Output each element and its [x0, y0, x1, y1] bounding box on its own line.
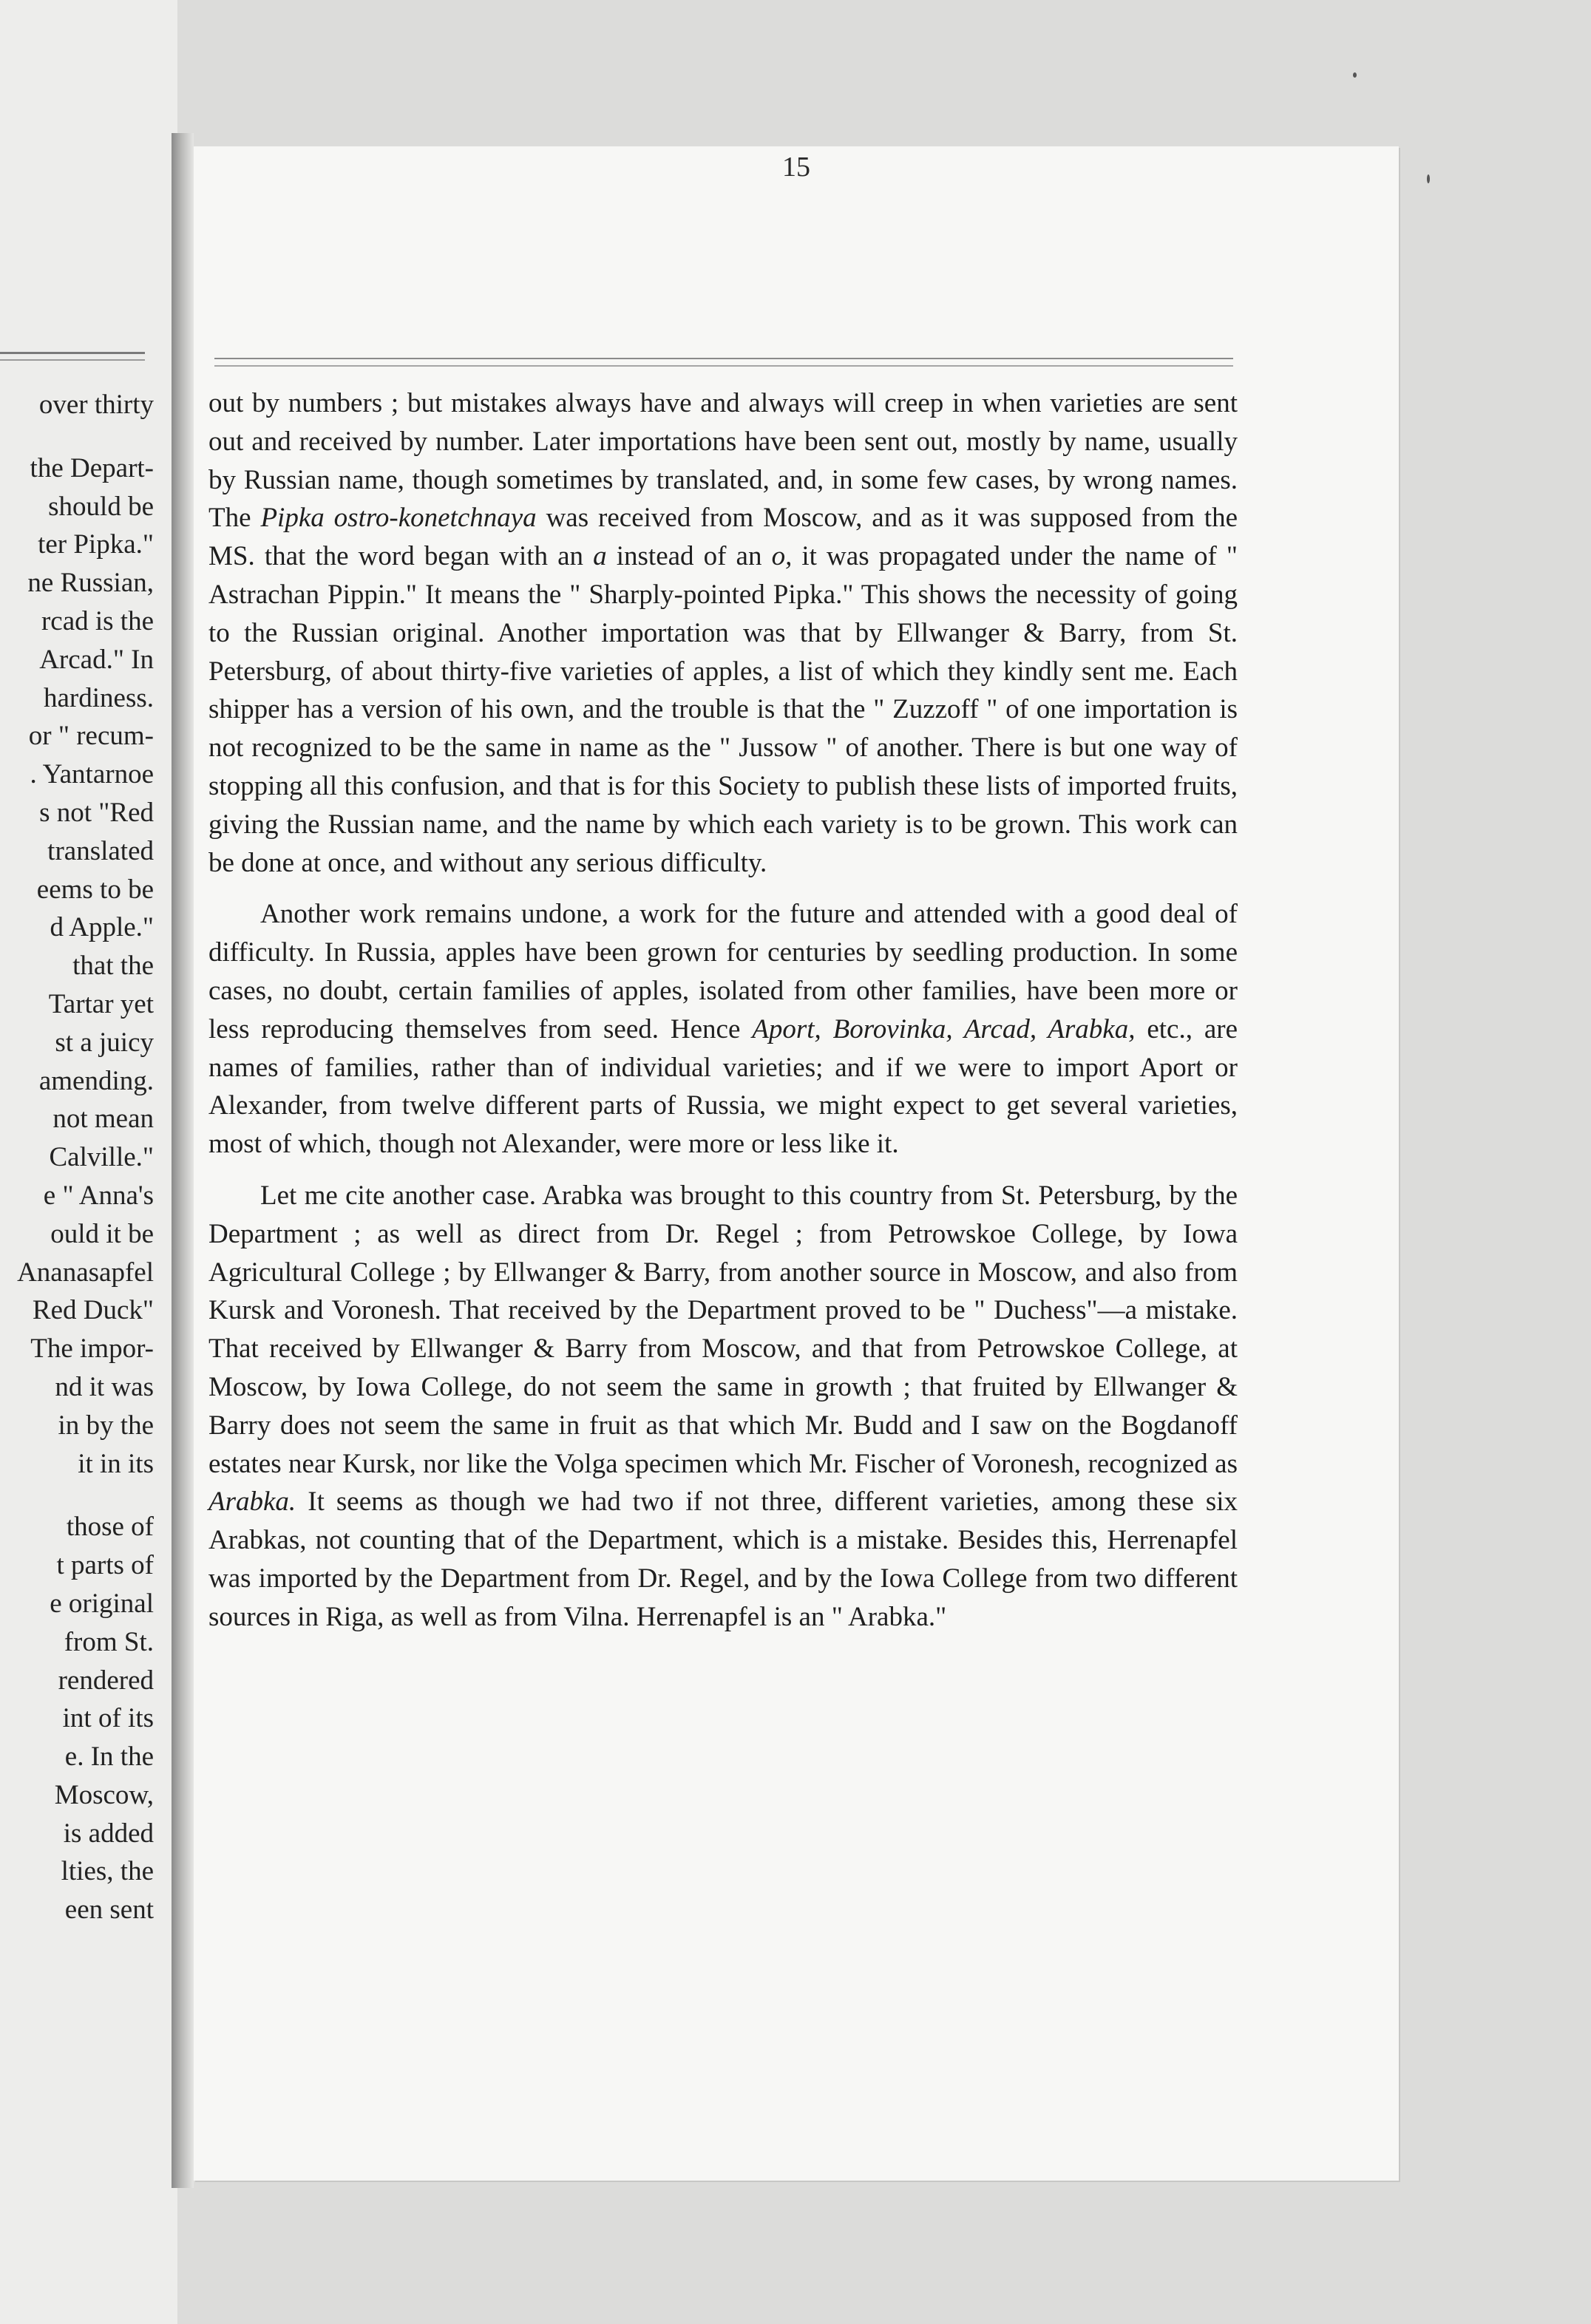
adjacent-page-line: e " Anna's [43, 1180, 154, 1211]
adjacent-page-line: lties, the [61, 1856, 154, 1887]
page-number: 15 [782, 152, 810, 183]
adjacent-page-line: is added [63, 1818, 154, 1849]
header-rule [214, 358, 1233, 359]
adjacent-page-line: nd it was [55, 1371, 154, 1402]
text-run: Let me cite another case. Arabka was brought to this country from St. Petersburg, by the Department ; as well as direct from Dr. Regel ; from Petrowskoe College, by Iowa Agricultural College ; by Ellwanger & Barry, from another source in Moscow, and also from Kursk and Voronesh. That received by the Department proved to be " Duchess"—a mistake. That received by Ellwanger & Barry from Moscow, and that from Petrowskoe College, at Moscow, by Iowa College, do not seem the same in growth ; that fruited by Ellwanger & Barry does not seem the same in fruit as that which Mr. Budd and I saw on the Bogdanoff estates near Kursk, nor like the Volga specimen which Mr. Fischer of Voronesh, recognized as [208, 1180, 1238, 1479]
italic-term: Pipka ostro-konetchnaya [260, 503, 537, 534]
paragraph-p1 [208, 384, 1238, 882]
text-run: instead of an [606, 541, 772, 572]
adjacent-page-line: Calville." [49, 1142, 154, 1173]
paragraph-p3 [208, 1177, 1238, 1637]
adjacent-page-line: eems to be [36, 874, 154, 905]
adjacent-page-line: Tartar yet [48, 988, 154, 1019]
body-text [208, 384, 1238, 1637]
adjacent-page-line: Moscow, [54, 1779, 154, 1810]
adjacent-page-gap [17, 424, 154, 449]
adjacent-page-line: ter Pipka." [38, 529, 154, 560]
adjacent-page-line: amending. [38, 1065, 154, 1096]
paragraph-p2 [208, 895, 1238, 1163]
adjacent-page-line: in by the [58, 1410, 154, 1441]
text-run: It seems as though we had two if not three, different varieties, among these six Arabkas, not counting that of the Department, which is a mistake. Besides this, Herrenapfel was imported by the Department from Dr. Regel, and by the Iowa College from two different sources in Riga, as well as from Vilna. Herrenapfel is an " Arabka." [208, 1487, 1238, 1632]
adjacent-page-line: Red Duck" [32, 1295, 154, 1326]
adjacent-page-line: hardiness. [44, 682, 154, 713]
adjacent-page-line: Ananasapfel [17, 1257, 154, 1288]
adjacent-page-line: or " recum- [28, 721, 154, 752]
italic-term: Aport, Borovinka, Arcad, Arabka, [752, 1013, 1136, 1044]
adjacent-page-line: translated [47, 835, 154, 866]
adjacent-page-line: t parts of [56, 1550, 154, 1581]
adjacent-page-line: e original [50, 1588, 154, 1619]
text-run: out by numbers ; but mistakes always have and always will creep in when varieties are sent out and received by number. Later importations have been sent out, mostly by name, usually by Russian name, though sometimes by translated, and, in some few cases, by wrong names. The [208, 388, 1238, 534]
header-rule-second [214, 365, 1233, 367]
text-run: was received from Moscow, and as it was supposed from the MS. that the word began with an [208, 503, 1238, 572]
adjacent-page-line: ne Russian, [27, 568, 154, 599]
adjacent-page-line: The impor- [30, 1333, 154, 1365]
adjacent-page-line: over thirty [38, 390, 154, 420]
italic-term: Arabka. [208, 1487, 296, 1518]
book-gutter [172, 133, 194, 2188]
adjacent-page-line: from St. [64, 1626, 154, 1657]
scan-speck [1353, 72, 1357, 78]
italic-term: o, [771, 541, 793, 572]
adjacent-page-line: the Depart- [30, 452, 154, 483]
adjacent-page-line: . Yantarnoe [30, 759, 154, 790]
adjacent-page-line: it in its [78, 1448, 154, 1479]
text-run: Another work remains undone, a work for the future and attended with a good deal of difficulty. In Russia, apples have been grown for centuries by seedling production. In some cases, no doubt, certain families of apples, isolated from other families, have been more or less reproducing themselves from seed. Hence [208, 899, 1238, 1044]
adjacent-page-fragment [0, 0, 177, 2324]
adjacent-page-line: ould it be [50, 1218, 154, 1249]
adjacent-page-line: not mean [52, 1104, 154, 1135]
adjacent-page-rule-second [0, 359, 145, 361]
adjacent-page-line: int of its [62, 1703, 154, 1734]
adjacent-page-line: e. In the [64, 1742, 154, 1773]
adjacent-page-text [17, 386, 154, 1929]
book-page [194, 146, 1399, 2181]
text-run: etc., are names of families, rather than of individual varieties; and if we were to import Aport or Alexander, from twelve different parts of Russia, we might expect to get several varieties, most of which, though not Alexander, were more or less like it. [208, 1013, 1238, 1160]
adjacent-page-line: rendered [58, 1665, 154, 1696]
adjacent-page-line: should be [48, 491, 154, 522]
adjacent-page-rule [0, 352, 145, 354]
adjacent-page-line: that the [72, 951, 154, 982]
adjacent-page-gap [17, 1483, 154, 1508]
adjacent-page-line: rcad is the [41, 605, 154, 636]
scan-speck [1427, 174, 1430, 183]
adjacent-page-line: Arcad." In [39, 644, 154, 675]
italic-term: a [593, 541, 607, 572]
adjacent-page-line: those of [66, 1512, 154, 1543]
adjacent-page-line: d Apple." [50, 912, 154, 943]
adjacent-page-line: s not "Red [39, 797, 154, 828]
adjacent-page-line: een sent [64, 1895, 154, 1926]
text-run: it was propagated under the name of " Astrachan Pippin." It means the " Sharply-pointed Pipka." This shows the necessity of going to the Russian original. Another importation was that by Ellwanger & Barry, from St. Petersburg, of about thirty-five varieties of apples, a list of which they kindly sent me. Each shipper has a version of his own, and the trouble is that the " Zuzzoff " of one importation is not recognized to be the same in name as the " Jussow " of another. There is but one way of stopping all this confusion, and that is for this Society to publish these lists of imported fruits, giving the Russian name, and the name by which each variety is to be grown. This work can be done at once, and without any serious difficulty. [208, 541, 1238, 878]
adjacent-page-line: st a juicy [55, 1027, 154, 1058]
